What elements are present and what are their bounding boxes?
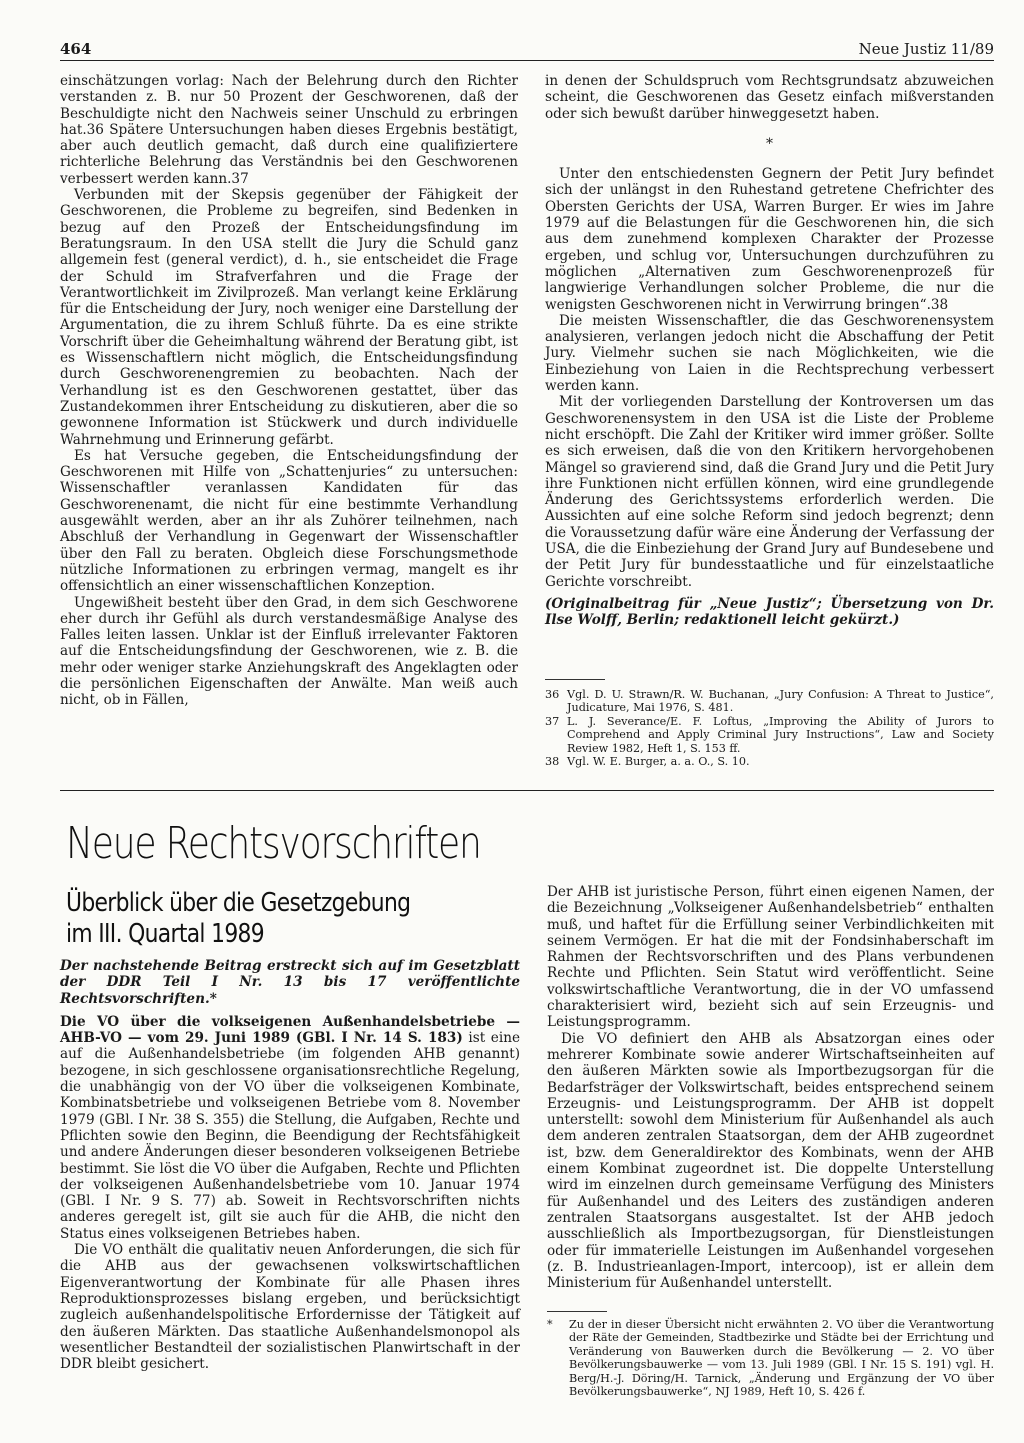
section-title: Neue Rechtsvorschriften — [66, 818, 481, 869]
footnote-number: 37 — [545, 714, 560, 728]
section-divider — [60, 790, 994, 791]
journal-issue: Neue Justiz 11/89 — [858, 40, 994, 58]
footnote — [545, 755, 994, 768]
paragraph: Die meisten Wissenschaftler, die das Geschworenensystem analysieren, verlangen jedoch nicht die Abschaffung der Petit Jury. Vielmehr suchen sie nach Möglichkeiten, wie die Einbeziehung von Laien in die Rechtsprechung verbessert werden kann. — [545, 312, 994, 395]
column-2 — [545, 73, 994, 629]
column-1 — [60, 73, 518, 709]
footnote — [545, 715, 994, 755]
paragraph: Mit der vorliegenden Darstellung der Kontroversen um das Geschworenensystem in den USA ist die Liste der Probleme nicht erschöpft. Die Zahl der Kritiker wird immer größer. Sollte es sich erweisen, daß die von den Kritikern hervorgehobenen Mängel so gravierend sind, daß die Grand Jury und die Petit Jury ihre Funktionen nicht erfüllen können, wird eine grundlegende Änderung des Gerichtssystems erforderlich werden. Die Aussichten auf eine solche Reform sind jedoch begrenzt; denn die Voraussetzung dafür wäre eine Änderung der Verfassung der USA, die die Einbeziehung der Grand Jury auf Bundesebene und der Petit Jury für bundesstaatliche und für einzelstaatliche Gerichte vorschreibt. — [545, 394, 994, 590]
footnote-number: 36 — [545, 688, 560, 701]
regulation-citation: Die VO über die volkseigenen Außenhandelsbetriebe — AHB-VO — vom 29. Juni 1989 (GBl. I Nr. 14 S. 183) — [60, 1013, 520, 1047]
article-title — [66, 888, 503, 950]
footnote — [547, 1318, 994, 1398]
footnotes — [547, 1318, 994, 1398]
footnote-divider — [545, 679, 605, 680]
paragraph: einschätzungen vorlag: Nach der Belehrung durch den Richter verstanden z. B. nur 50 Prozent der Geschworenen, daß der Beschuldigte nicht den Nachweis seiner Unschuld zu erbringen hat.36 Spätere Untersuchungen haben dieses Ergebnis bestätigt, aber auch deutlich gemacht, daß durch eine qualifiziertere richterliche Belehrung das Verständnis bei den Geschworenen verbessert werden kann.37 — [60, 73, 518, 187]
article-credit: (Originalbeitrag für „Neue Justiz“; Übersetzung von Dr. Ilse Wolff, Berlin; redaktionell leicht gekürzt.) — [545, 595, 994, 629]
paragraph — [60, 1014, 520, 1242]
footnote-text: L. J. Severance/E. F. Loftus, „Improving the Ability of Jurors to Comprehend and Apply Criminal Jury Instructions“, Law and Society Review 1982, Heft 1, S. 153 ff. — [567, 714, 994, 755]
footnote-text: Vgl. D. U. Strawn/R. W. Buchanan, „Jury Confusion: A Threat to Justice“, Judicature, Mai 1976, S. 481. — [567, 688, 994, 715]
paragraph: Unter den entschiedensten Gegnern der Petit Jury befindet sich der unlängst in den Ruhestand getretene Chefrichter des Obersten Gerichts der USA, Warren Burger. Er wies im Jahre 1979 auf die Belastungen für die Geschworenen hin, die sich aus dem zunehmend komplexen Charakter der Prozesse ergeben, und schlug vor, Untersuchungen durchzuführen zu möglichen „Alternativen zum Geschworenenprozeß für langwierige Verhandlungen solcher Probleme, die nur die wenigsten Geschworenen nicht in Verwirrung bringen“.38 — [545, 166, 994, 313]
article-lead: Der nachstehende Beitrag erstreckt sich auf im Gesetzblatt der DDR Teil I Nr. 13 bis 17 veröffentlichte Rechtsvorschriften.* — [60, 958, 520, 1007]
footnote-number: * — [547, 1318, 553, 1331]
footnote-number: 38 — [545, 755, 560, 769]
paragraph: Verbunden mit der Skepsis gegenüber der Fähigkeit der Geschworenen, die Probleme zu begreifen, sind Bedenken in bezug auf den Prozeß der Entscheidungsfindung im Beratungsraum. In den USA stellt die Jury die Schuld ganz allgemein fest (general verdict), d. h., sie entscheidet die Frage der Schuld im Strafverfahren und die Frage der Verantwortlichkeit im Zivilprozeß. Man verlangt keine Erklärung für die Entscheidung der Jury, noch weniger eine Darstellung der Argumentation, die zu ihrem Schluß führte. Da es eine strikte Vorschrift über die Geheimhaltung während der Beratung gibt, ist es Wissenschaftlern nicht möglich, die Entscheidungsfindung durch Geschworenengremien zu beobachten. Nach der Verhandlung ist es den Geschworenen gestattet, über das Zustandekommen ihrer Entscheidung zu diskutieren, aber die so gewonnene Information ist Stückwerk und durch individuelle Wahrnehmung und Erinnerung gefärbt. — [60, 187, 518, 448]
paragraph: Es hat Versuche gegeben, die Entscheidungsfindung der Geschworenen mit Hilfe von „Schattenjuries“ zu untersuchen: Wissenschaftler veranlassen Kandidaten für das Geschworenenamt, die nicht für eine bestimmte Verhandlung ausgewählt werden, aber an ihr als Zuhörer teilnehmen, nach Abschluß der Verhandlung in Gegenwart der Wissenschaftler über den Fall zu beraten. Obgleich diese Forschungsmethode nützliche Informationen zu erbringen vermag, mangelt es ihr offensichtlich an einer wissenschaftlichen Konzeption. — [60, 447, 518, 595]
article-title-line: im III. Quartal 1989 — [66, 919, 264, 949]
column-3 — [60, 958, 520, 1372]
footnote-text: Vgl. W. E. Burger, a. a. O., S. 10. — [567, 755, 750, 769]
page-header — [60, 38, 994, 61]
page-number: 464 — [60, 40, 92, 58]
footnote — [545, 688, 994, 715]
footnotes — [545, 688, 994, 768]
section-separator-star: * — [766, 135, 773, 152]
footnote-divider — [547, 1311, 607, 1312]
paragraph: Ungewißheit besteht über den Grad, in dem sich Geschworene eher durch ihr Gefühl als durch verstandesmäßige Analyse des Falles leiten lassen. Unklar ist der Einfluß irrelevanter Faktoren auf die Entscheidungsfindung der Geschworenen, wie z. B. die mehr oder weniger starke Anziehungskraft des Angeklagten oder die persönlichen Eigenschaften der Anwälte. Man weiß auch nicht, ob in Fällen, — [60, 594, 518, 709]
article-title-line: Überblick über die Gesetzgebung — [66, 888, 411, 918]
paragraph: Der AHB ist juristische Person, führt einen eigenen Namen, der die Bezeichnung „Volkseigener Außenhandelsbetrieb“ enthalten muß, und haftet für die Erfüllung seiner Verbindlichkeiten mit seinem Vermögen. Er hat die mit der Fondsinhaberschaft im Rahmen der Rechtsvorschriften und des Plans verbundenen Rechte und Pflichten. Sein Statut wird veröffentlicht. Seine volkswirtschaftliche Verantwortung, die in der VO umfassend charakterisiert wird, bezieht sich auf sein Erzeugnis- und Leistungsprogramm. — [547, 884, 994, 1031]
paragraph: Die VO definiert den AHB als Absatzorgan eines oder mehrerer Kombinate sowie anderer Wirtschaftseinheiten auf den äußeren Märkten sowie als Importbezugsorgan für die Bedarfsträger der Volkswirtschaft, beides entsprechend seinem Erzeugnis- und Leistungsprogramm. Der AHB ist doppelt unterstellt: sowohl dem Ministerium für Außenhandel als auch dem anderen zentralen Staatsorgan, dem der AHB zugeordnet ist, bzw. dem Generaldirektor des Kombinats, wenn der AHB einem Kombinat zugeordnet ist. Die doppelte Unterstellung wird im einzelnen durch gemeinsame Verfügung des Ministers für Außenhandel und des Leiters des zuständigen anderen zentralen Staatsorgans ausgestaltet. Ist der AHB jedoch ausschließlich als Importbezugsorgan, für Dienstleistungen oder für immaterielle Leistungen im Außenhandel vorgesehen (z. B. Industrieanlagen-Import, intercoop), ist er allein dem Ministerium für Außenhandel unterstellt. — [547, 1030, 994, 1292]
paragraph-text: ist eine auf die Außenhandelsbetriebe (im folgenden AHB genannt) bezogene, in sich geschlossene organisationsrechtliche Regelung, die unabhängig von der VO über die volkseigenen Kombinate, Kombinatsbetriebe und volkseigenen Betriebe vom 8. November 1979 (GBl. I Nr. 38 S. 355) die Stellung, die Aufgaben, Rechte und Pflichten sowie den Beginn, die Beendigung der Rechtsfähigkeit und andere Änderungen dieser besonderen volkseigenen Betriebe bestimmt. Sie löst die VO über die Aufgaben, Rechte und Pflichten der volkseigenen Außenhandelsbetriebe vom 10. Januar 1974 (GBl. I Nr. 9 S. 77) ab. Soweit in Rechtsvorschriften nichts anderes geregelt ist, gilt sie auch für die AHB, die nicht den Status eines volkseigenen Betriebes haben. — [60, 1030, 520, 1242]
column-4 — [547, 884, 994, 1291]
paragraph: Die VO enthält die qualitativ neuen Anforderungen, die sich für die AHB aus der gewachsenen volkswirtschaftlichen Eigenverantwortung der Kombinate für alle Phasen ihres Reproduktionsprozesses bislang ergeben, und berücksichtigt zugleich außenhandelspolitische Erfordernisse der Tätigkeit auf den äußeren Märkten. Das staatliche Außenhandelsmonopol als wesentlicher Bestandteil der sozialistischen Planwirtschaft in der DDR bleibt gesichert. — [60, 1242, 520, 1373]
paragraph: in denen der Schuldspruch vom Rechtsgrundsatz abzuweichen scheint, die Geschworenen das Gesetz einfach mißverstanden oder sich bewußt darüber hinweggesetzt haben. — [545, 73, 994, 122]
footnote-text: Zu der in dieser Übersicht nicht erwähnten 2. VO über die Verantwortung der Räte der Gemeinden, Stadtbezirke und Städte bei der Errichtung und Veränderung von Bauwerken durch die Bevölkerung — 2. VO über Bevölkerungsbauwerke — vom 13. Juli 1989 (GBl. I Nr. 15 S. 191) vgl. H. Berg/H.-J. Döring/H. Tarnick, „Änderung und Ergänzung der VO über Bevölkerungsbauwerke“, NJ 1989, Heft 10, S. 426 f. — [569, 1318, 994, 1399]
